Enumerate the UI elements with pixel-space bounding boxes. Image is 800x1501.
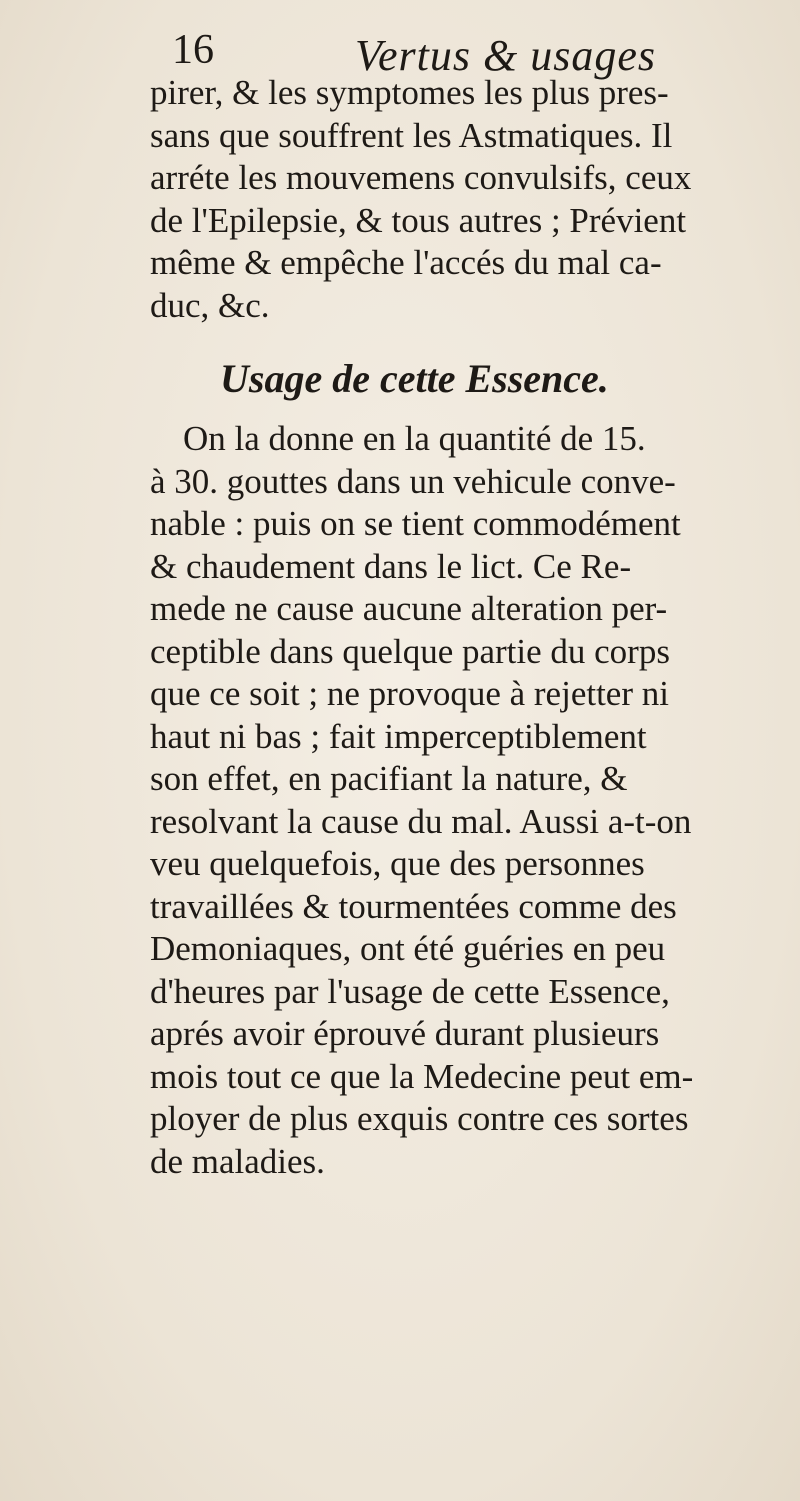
paragraph-usage [150, 418, 775, 1183]
text-line: de l'Epilepsie, & tous autres ; Prévient [150, 200, 687, 240]
text-line: de maladies. [150, 1141, 325, 1181]
text-line: aprés avoir éprouvé durant plusieurs [150, 1014, 660, 1053]
paragraph-continued [150, 72, 775, 327]
text-line: travaillées & tourmentées comme des [150, 886, 677, 926]
text-line: nable : puis on se tient commodément [150, 504, 681, 543]
text-line: même & empêche l'accés du mal ca- [150, 243, 662, 282]
section-heading: Usage de cette Essence. [220, 356, 609, 401]
text-line: resolvant la cause du mal. Aussi a-t-on [150, 801, 692, 841]
text-line: On la donne en la quantité de 15. [183, 419, 646, 458]
text-line: que ce soit ; ne provoque à rejetter ni [150, 674, 669, 713]
text-line: son effet, en pacifiant la nature, & [150, 759, 628, 798]
text-line: Demoniaques, ont été guéries en peu [150, 929, 666, 968]
text-line: veu quelquefois, que des personnes [150, 844, 645, 883]
text-line: à 30. gouttes dans un vehicule conve- [150, 461, 676, 501]
running-title: Vertus & usages [355, 31, 656, 80]
text-line: mois tout ce que la Medecine peut em- [150, 1056, 694, 1096]
text-line: haut ni bas ; fait imperceptiblement [150, 716, 647, 756]
text-line: ployer de plus exquis contre ces sortes [150, 1099, 689, 1138]
text-line: duc, &c. [150, 285, 270, 325]
text-line: & chaudement dans le lict. Ce Re- [150, 546, 632, 586]
text-line: mede ne cause aucune alteration per- [150, 589, 668, 628]
text-line: sans que souffrent les Astmatiques. Il [150, 115, 673, 155]
page-number: 16 [172, 27, 214, 73]
text-line: d'heures par l'usage de cette Essence, [150, 971, 670, 1011]
text-line: pirer, & les symptomes les plus pres- [150, 73, 669, 112]
text-line: ceptible dans quelque partie du corps [150, 631, 670, 671]
text-line: arréte les mouvemens convulsifs, ceux [150, 158, 692, 197]
